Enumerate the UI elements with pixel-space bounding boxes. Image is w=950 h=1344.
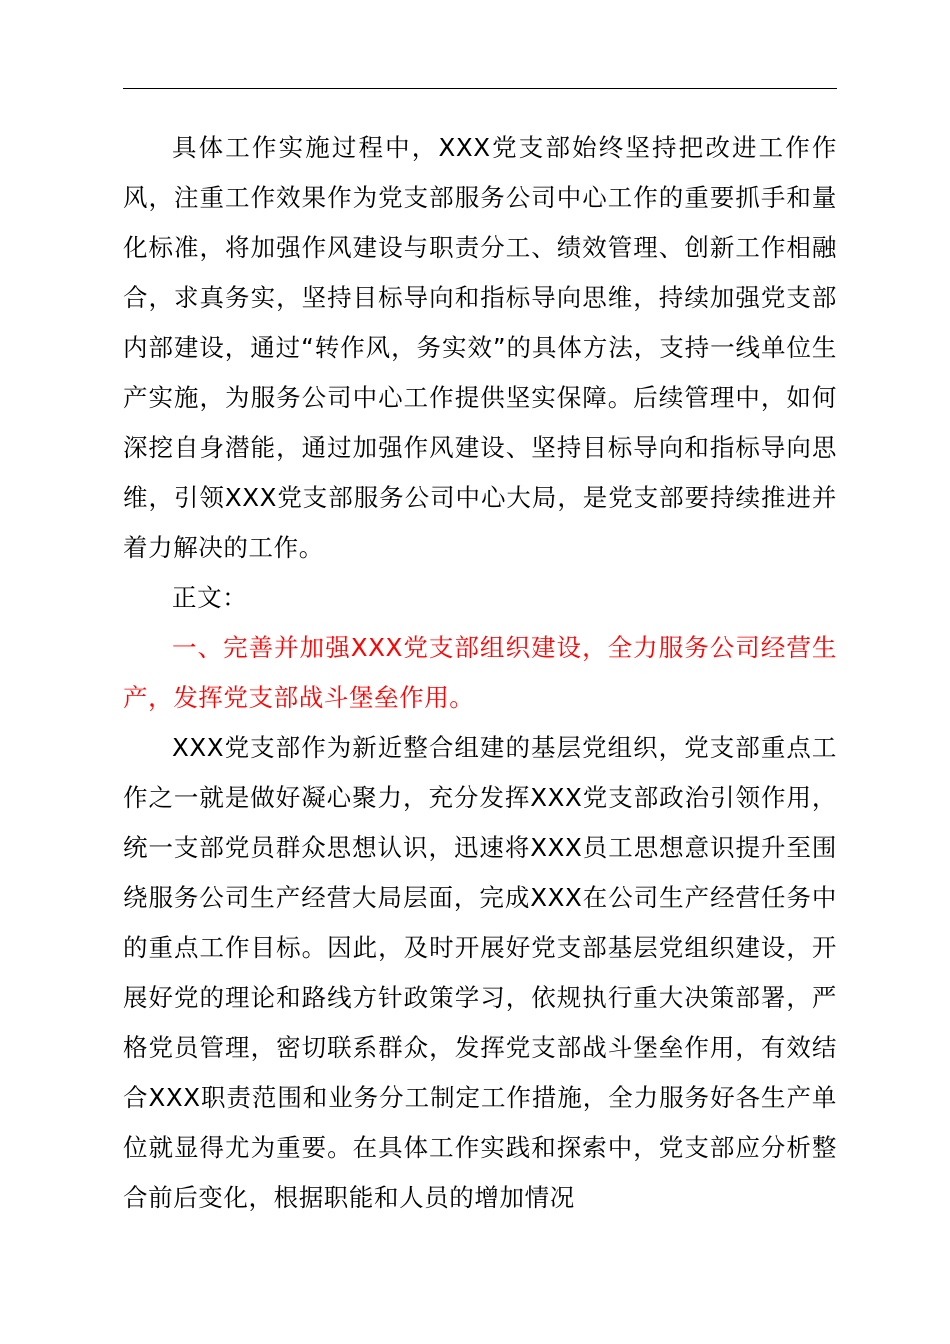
body-paragraph: XXX党支部作为新近整合组建的基层党组织，党支部重点工作之一就是做好凝心聚力，充分发挥XXX党支部政治引领作用，统一支部党员群众思想认识，迅速将XXX员工思想意识提升至围绕服务公司生产经营大局层面，完成XXX在公司生产经营任务中的重点工作目标。因此，及时开展好党支部基层党组织建设，开展好党的理论和路线方针政策学习，依规执行重大决策部署，严格党员管理，密切联系群众，发挥党支部战斗堡垒作用，有效结合XXX职责范围和业务分工制定工作措施，全力服务好各生产单位就显得尤为重要。在具体工作实践和探索中，党支部应分析整合前后变化，根据职能和人员的增加情况	[123, 733, 837, 1212]
document-body	[123, 123, 837, 1223]
section-label: 正文：	[172, 583, 248, 612]
intro-paragraph: 具体工作实施过程中，XXX党支部始终坚持把改进工作作风，注重工作效果作为党支部服务公司中心工作的重要抓手和量化标准，将加强作风建设与职责分工、绩效管理、创新工作相融合，求真务实，坚持目标导向和指标导向思维，持续加强党支部内部建设，通过“转作风，务实效”的具体方法，支持一线单位生产实施，为服务公司中心工作提供坚实保障。后续管理中，如何深挖自身潜能，通过加强作风建设、坚持目标导向和指标导向思维，引领XXX党支部服务公司中心大局，是党支部要持续推进并着力解决的工作。	[123, 133, 837, 562]
header-rule	[123, 88, 837, 89]
section-heading: 一、完善并加强XXX党支部组织建设，全力服务公司经营生产，发挥党支部战斗堡垒作用。	[123, 633, 837, 712]
